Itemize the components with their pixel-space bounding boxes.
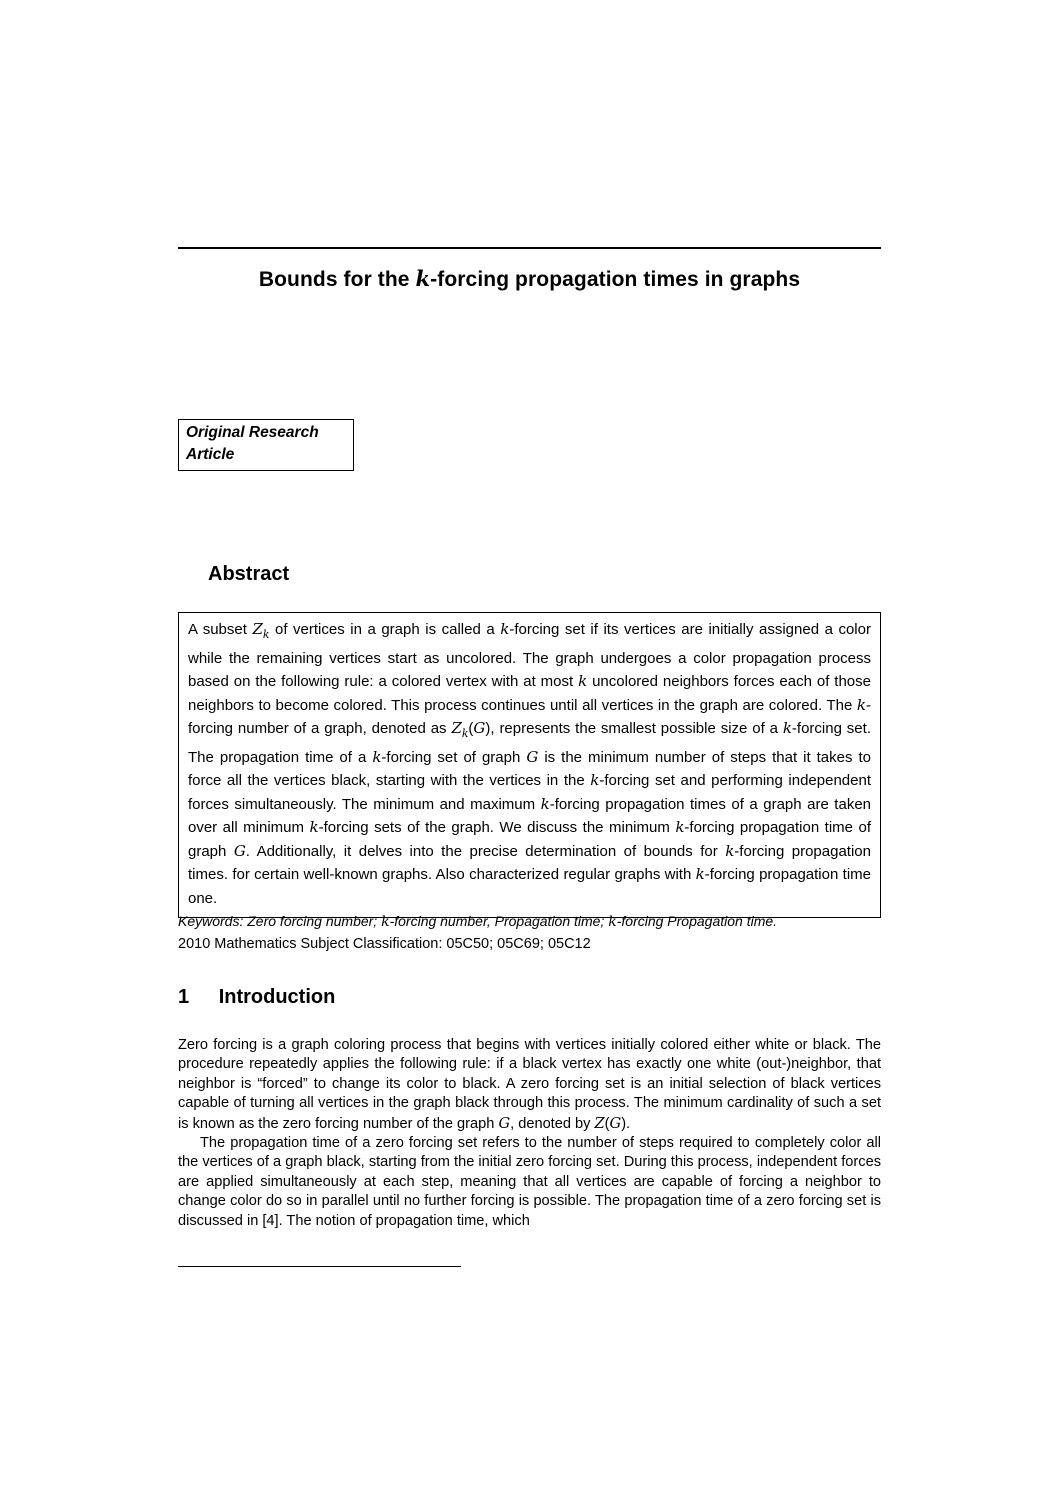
keywords-line: Keywords: Zero forcing number; k-forcing number, Propagation time; k-forcing Propagation time. <box>178 913 778 930</box>
article-type-label: Original Research Article <box>186 424 319 463</box>
paragraph: The propagation time of a zero forcing set refers to the number of steps required to completely color all the vertices of a graph black, starting from the initial zero forcing set. During this process, independent forces are applied simultaneously at each step, meaning that all vertices are capable of forcing a neighbor to change color do so in parallel until no further forcing is possible. The propagation time of a zero forcing set is discussed in [4]. The notion of propagation time, which <box>178 1135 881 1229</box>
abstract-text: A subset $Z_k$ of vertices in a graph is called a k-forcing set if its vertices are initially assigned a color while the remaining vertices start as uncolored. The graph undergoes a color propagation process based on the following rule: a colored vertex with at most k uncolored neighbors forces each of those neighbors to become colored. This process continues until all vertices in the graph are colored. The k-forcing number of a graph, denoted as $Z_k(G)$, represents the smallest possible size of a k-forcing set. The propagation time of a k-forcing set of graph G is the minimum number of steps that it takes to force all the vertices black, starting with the vertices in the k-forcing set and performing independent forces simultaneously. The minimum and maximum k-forcing propagation times of a graph are taken over all minimum k-forcing sets of the graph. We discuss the minimum k-forcing propagation time of graph G. Additionally, it delves into the precise determination of bounds for k-forcing propagation times. for certain well-known graphs. Also characterized regular graphs with k-forcing propagation time one. <box>188 620 872 907</box>
section-title: Introduction <box>218 986 336 1008</box>
abstract-heading: Abstract <box>208 563 290 585</box>
abstract-box <box>178 612 881 918</box>
page-title: Bounds for the k-forcing propagation times in graphs <box>258 266 801 291</box>
article-type-box <box>178 419 354 471</box>
top-rule <box>178 247 881 249</box>
footnote-rule <box>178 1266 461 1267</box>
section-heading-introduction <box>178 986 335 1009</box>
msc-classification-line: 2010 Mathematics Subject Classification: 05C50; 05C69; 05C12 <box>178 936 591 952</box>
introduction-body <box>178 1036 881 1231</box>
paragraph: Zero forcing is a graph coloring process that begins with vertices initially colored either white or black. The procedure repeatedly applies the following rule: if a black vertex has exactly one white (out-)neighbor, that neighbor is “forced” to change its color to black. A zero forcing set is an initial selection of black vertices capable of turning all vertices in the graph black through this process. The minimum cardinality of such a set is known as the zero forcing number of the graph G, denoted by Z(G). <box>178 1037 881 1132</box>
section-number: 1 <box>178 986 190 1008</box>
